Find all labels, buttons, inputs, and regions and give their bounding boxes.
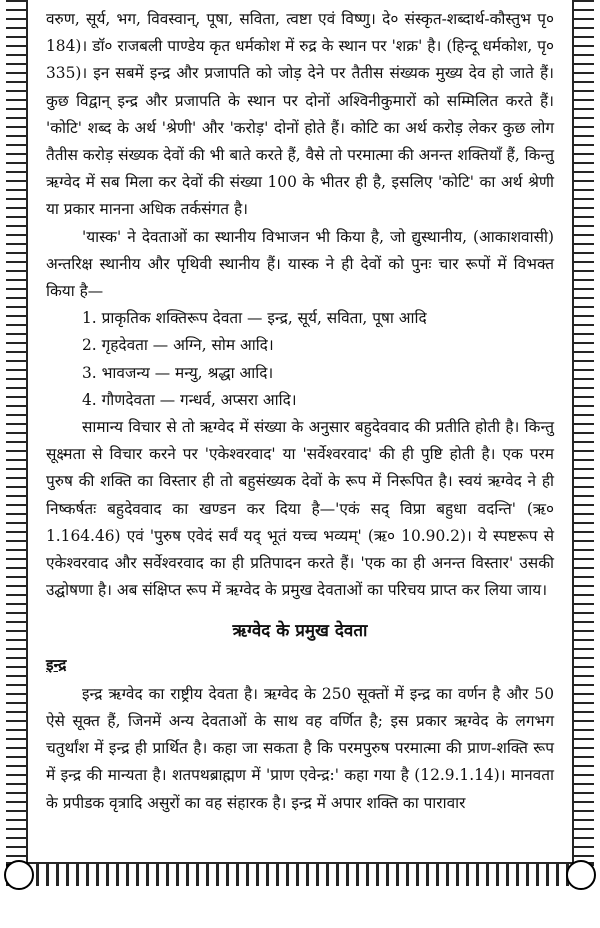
decorative-border-left <box>6 0 28 878</box>
section-heading: ऋग्वेद के प्रमुख देवता <box>232 621 368 642</box>
subheading-indra: इन्द्र <box>46 655 67 674</box>
decorative-border-bottom <box>6 862 594 886</box>
page-content <box>46 6 554 817</box>
decorative-border-right <box>572 0 594 878</box>
paragraph-yaska-division: 'यास्क' ने देवताओं का स्थानीय विभाजन भी किया है, जो द्युस्थानीय, (आकाशवासी) अन्तरिक्ष स्थानीय और पृथिवी स्थानीय हैं। यास्क ने ही देवों को पुनः चार रूपों में विभक्त किया है— <box>46 227 554 301</box>
list-item: 2. गृहदेवता — अग्नि, सोम आदि। <box>82 336 274 355</box>
devata-categories-list <box>46 305 554 414</box>
corner-ornament-left <box>4 860 34 890</box>
paragraph-indra: इन्द्र ऋग्वेद का राष्ट्रीय देवता है। ऋग्वेद के 250 सूक्तों में इन्द्र का वर्णन है और 50 ऐसे सूक्त हैं, जिनमें अन्य देवताओं के साथ वह वर्णित है; इस प्रकार ऋग्वेद के लगभग चतुर्थांश में इन्द्र ही प्रार्थित है। कहा जा सकता है कि परमपुरुष परमात्मा की प्राण-शक्ति रूप में इन्द्र की मान्यता है। शतपथब्राह्मण में 'प्राण एवेन्द्र:' कहा गया है (12.9.1.14)। मानवता के प्रपीडक वृत्रादि असुरों का वह संहारक है। इन्द्र में अपार शक्ति का पारावार <box>46 684 554 812</box>
list-item: 1. प्राकृतिक शक्तिरूप देवता — इन्द्र, सूर्य, सविता, पूषा आदि <box>82 309 427 328</box>
paragraph-devata-count: वरुण, सूर्य, भग, विवस्वान्, पूषा, सविता, त्वष्टा एवं विष्णु। दे० संस्कृत-शब्दार्थ-कौस्तुभ पृ० 184)। डॉ० राजबली पाण्डेय कृत धर्मकोश में रुद्र के स्थान पर 'शक्र' है। (हिन्दू धर्मकोश, पृ० 335)। इन सबमें इन्द्र और प्रजापति को जोड़ देने पर तैतीस संख्यक मुख्य देव हो जाते हैं। कुछ विद्वान् इन्द्र और प्रजापति के स्थान पर दोनों अश्विनीकुमारों को सम्मिलित करते हैं। 'कोटि' शब्द के अर्थ 'श्रेणी' और 'करोड़' दोनों होते हैं। कोटि का अर्थ करोड़ लेकर कुछ लोग तैतीस करोड़ संख्यक देवों की भी बाते करते हैं, वैसे तो परमात्मा की अनन्त शक्तियाँ हैं, किन्तु ऋग्वेद में सब मिला कर देवों की संख्या 100 के भीतर ही है, इसलिए 'कोटि' का अर्थ श्रेणी या प्रकार मानना अधिक तर्कसंगत है। <box>46 10 554 219</box>
list-item: 3. भावजन्य — मन्यु, श्रद्धा आदि। <box>82 363 274 382</box>
corner-ornament-right <box>566 860 596 890</box>
paragraph-monotheism: सामान्य विचार से तो ऋग्वेद में संख्या के अनुसार बहुदेववाद की प्रतीति होती है। किन्तु सूक्ष्मता से विचार करने पर 'एकेश्वरवाद' या 'सर्वेश्वरवाद' की ही पुष्टि होती है। एक परम पुरुष की शक्ति का विस्तार ही तो बहुसंख्यक देवों के रूप में निरूपित है। स्वयं ऋग्वेद ने ही निष्कर्षतः बहुदेववाद का खण्डन कर दिया है—'एकं सद् विप्रा बहुधा वदन्ति' (ऋ० 1.164.46) एवं 'पुरुष एवेदं सर्वं यद् भूतं यच्च भव्यम्' (ऋ० 10.90.2)। ये स्पष्टरूप से एकेश्वरवाद और सर्वेश्वरवाद का ही प्रतिपादन करते हैं। 'एक का ही अनन्त विस्तार' उसकी उद्घोषणा है। अब संक्षिप्त रूप में ऋग्वेद के प्रमुख देवताओं का परिचय प्राप्त कर लिया जाय। <box>46 418 554 600</box>
list-item: 4. गौणदेवता — गन्धर्व, अप्सरा आदि। <box>82 390 297 409</box>
